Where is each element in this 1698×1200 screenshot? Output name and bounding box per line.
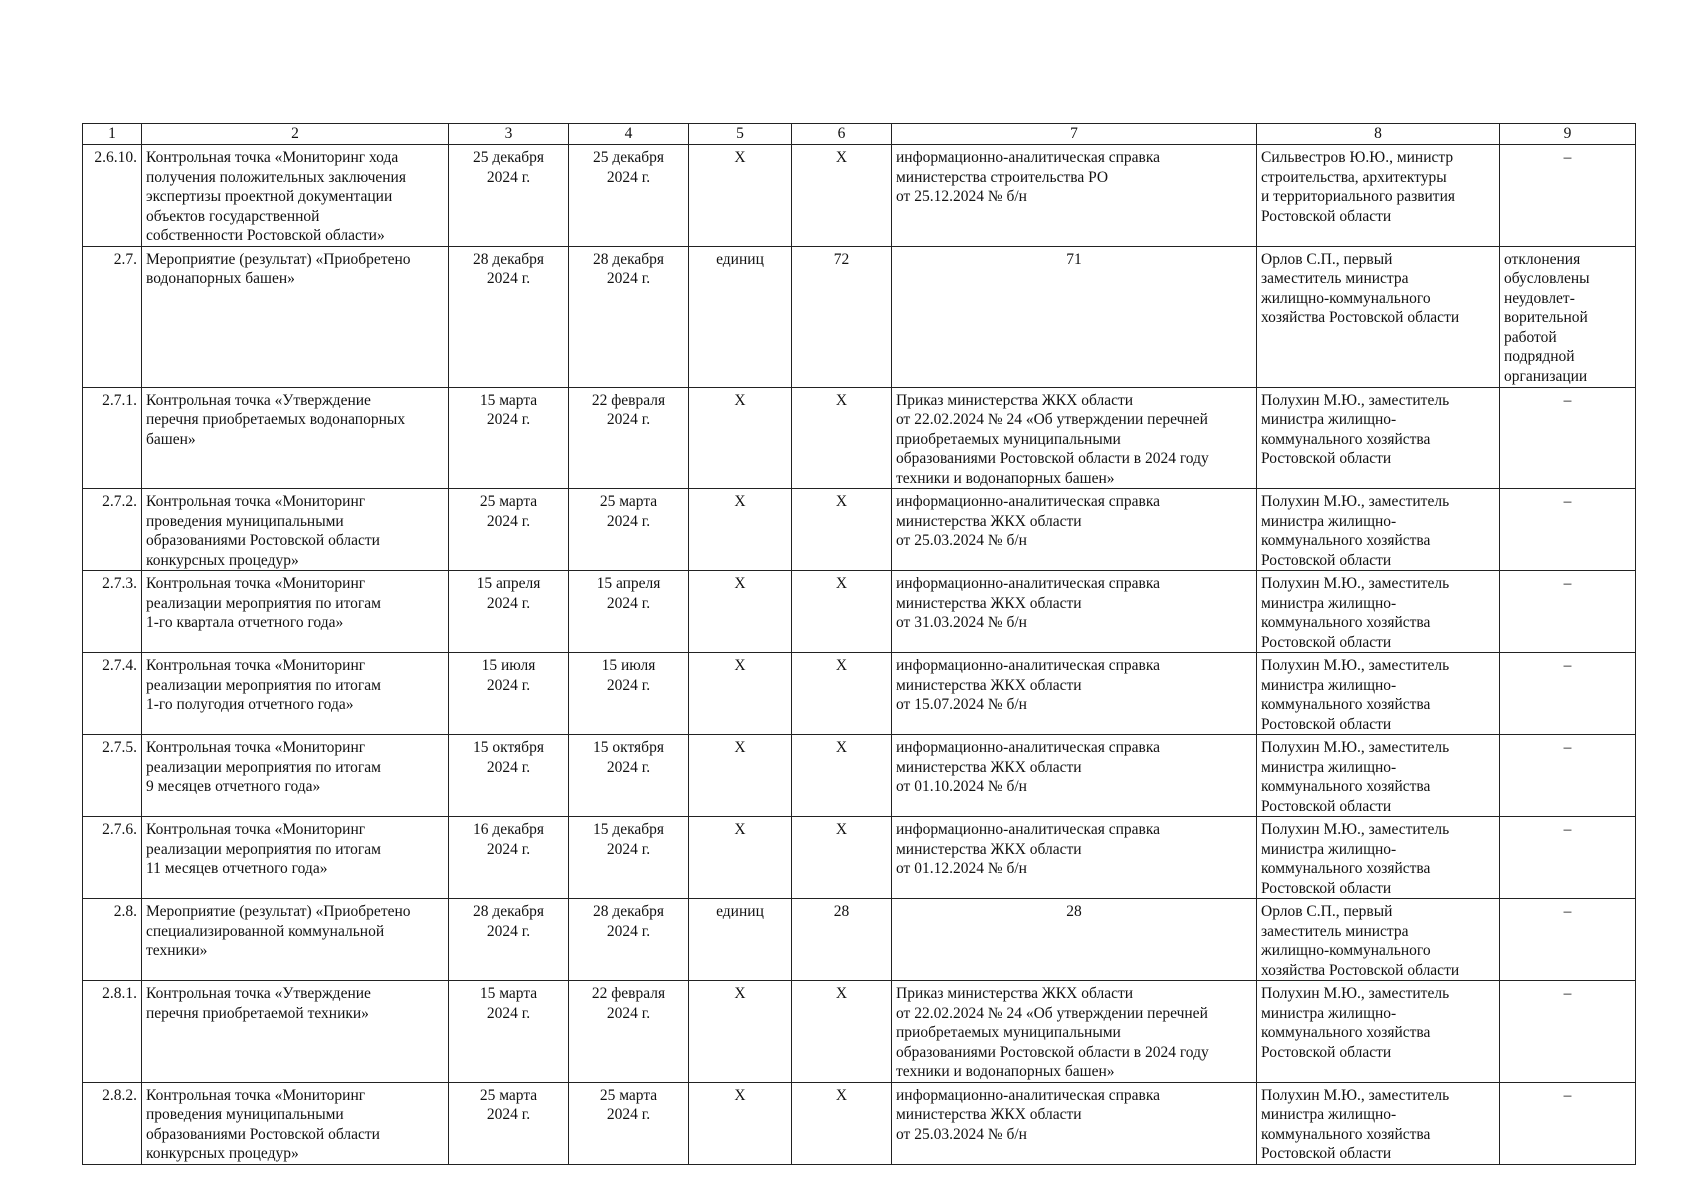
cell-note bbox=[1500, 653, 1636, 735]
cell-fact-result bbox=[892, 145, 1257, 247]
cell-event-name bbox=[142, 899, 449, 981]
cell-responsible-person bbox=[1257, 489, 1500, 571]
responsible-person-text: Орлов С.П., первый заместитель министра жилищно-коммунального хозяйства Ростовской области bbox=[1261, 903, 1460, 979]
cell-event-name bbox=[142, 653, 449, 735]
table-row bbox=[83, 387, 1636, 489]
cell-event-name bbox=[142, 1082, 449, 1164]
responsible-person-text: Сильвестров Ю.Ю., министр строительства, архитектуры и территориального развития Ростовской области bbox=[1261, 149, 1456, 225]
event-name-text: Мероприятие (результат) «Приобретено водонапорных башен» bbox=[146, 250, 411, 287]
cell-plan-value bbox=[792, 1082, 892, 1164]
cell-responsible-person bbox=[1257, 145, 1500, 247]
event-name-text: Контрольная точка «Утверждение перечня приобретаемых водонапорных башен» bbox=[146, 391, 406, 448]
cell-fact-date bbox=[569, 1082, 689, 1164]
plan-date-text: 15 апреля 2024 г. bbox=[476, 575, 541, 612]
column-header: 2 bbox=[142, 124, 449, 145]
plan-value-text: Х bbox=[835, 493, 848, 510]
cell-responsible-person bbox=[1257, 981, 1500, 1083]
fact-result-text: 28 bbox=[1066, 903, 1082, 920]
table-row bbox=[83, 735, 1636, 817]
event-name-text: Контрольная точка «Мониторинг проведения муниципальными образованиями Ростовской области конкурсных процедур» bbox=[146, 1086, 380, 1162]
report-table bbox=[82, 123, 1636, 1165]
plan-value-text: Х bbox=[835, 821, 848, 838]
cell-note bbox=[1500, 899, 1636, 981]
cell-plan-value bbox=[792, 899, 892, 981]
responsible-person-text: Полухин М.Ю., заместитель министра жилищно- коммунального хозяйства Ростовской области bbox=[1261, 739, 1450, 815]
cell-event-name bbox=[142, 489, 449, 571]
cell-fact-date bbox=[569, 145, 689, 247]
cell-plan-date bbox=[449, 489, 569, 571]
cell-unit bbox=[689, 145, 792, 247]
note-text: – bbox=[1563, 903, 1572, 920]
cell-event-name bbox=[142, 817, 449, 899]
unit-text: Х bbox=[734, 149, 746, 166]
cell-responsible-person bbox=[1257, 817, 1500, 899]
cell-row-number bbox=[83, 653, 142, 735]
cell-fact-date bbox=[569, 571, 689, 653]
cell-row-number bbox=[83, 489, 142, 571]
cell-unit bbox=[689, 571, 792, 653]
responsible-person-text: Полухин М.Ю., заместитель министра жилищно- коммунального хозяйства Ростовской области bbox=[1261, 1086, 1450, 1162]
cell-event-name bbox=[142, 145, 449, 247]
fact-result-text: информационно-аналитическая справка министерства ЖКХ области от 31.03.2024 № б/н bbox=[896, 575, 1161, 631]
responsible-person-text: Полухин М.Ю., заместитель министра жилищно- коммунального хозяйства Ростовской области bbox=[1261, 657, 1450, 733]
row-number-text: 2.7.2. bbox=[102, 493, 137, 510]
column-header: 5 bbox=[689, 124, 792, 145]
unit-text: единиц bbox=[716, 250, 764, 268]
fact-date-text: 28 декабря 2024 г. bbox=[592, 250, 665, 287]
fact-result-text: информационно-аналитическая справка министерства строительства РО от 25.12.2024 № б/н bbox=[896, 149, 1161, 205]
note-text: – bbox=[1563, 575, 1572, 592]
cell-plan-date bbox=[449, 735, 569, 817]
plan-value-text: 28 bbox=[833, 903, 850, 920]
cell-note bbox=[1500, 571, 1636, 653]
row-number-text: 2.7.6. bbox=[102, 821, 137, 838]
cell-plan-value bbox=[792, 145, 892, 247]
cell-note bbox=[1500, 981, 1636, 1083]
plan-value-text: Х bbox=[835, 739, 848, 756]
responsible-person-text: Полухин М.Ю., заместитель министра жилищно- коммунального хозяйства Ростовской области bbox=[1261, 985, 1450, 1061]
cell-plan-value bbox=[792, 387, 892, 489]
cell-note bbox=[1500, 387, 1636, 489]
cell-plan-value bbox=[792, 653, 892, 735]
plan-value-text: Х bbox=[835, 985, 848, 1002]
unit-text: Х bbox=[734, 1086, 746, 1104]
column-header: 1 bbox=[83, 124, 142, 145]
responsible-person-text: Полухин М.Ю., заместитель министра жилищно- коммунального хозяйства Ростовской области bbox=[1261, 391, 1450, 467]
cell-plan-value bbox=[792, 246, 892, 387]
plan-value-text: 72 bbox=[833, 250, 850, 268]
cell-fact-result bbox=[892, 489, 1257, 571]
plan-date-text: 15 марта 2024 г. bbox=[479, 391, 538, 428]
table-body bbox=[83, 145, 1636, 1165]
cell-fact-date bbox=[569, 981, 689, 1083]
cell-unit bbox=[689, 387, 792, 489]
cell-note bbox=[1500, 1082, 1636, 1164]
fact-date-text: 15 апреля 2024 г. bbox=[596, 575, 661, 612]
responsible-person-text: Полухин М.Ю., заместитель министра жилищно- коммунального хозяйства Ростовской области bbox=[1261, 575, 1450, 651]
plan-date-text: 15 марта 2024 г. bbox=[479, 985, 538, 1022]
note-text: – bbox=[1563, 493, 1572, 510]
fact-date-text: 15 декабря 2024 г. bbox=[592, 821, 665, 858]
cell-event-name bbox=[142, 981, 449, 1083]
table-row bbox=[83, 489, 1636, 571]
cell-unit bbox=[689, 489, 792, 571]
note-text: – bbox=[1563, 657, 1572, 674]
event-name-text: Контрольная точка «Мониторинг реализации мероприятия по итогам 1-го полугодия отчетного года» bbox=[146, 657, 381, 713]
plan-date-text: 25 декабря 2024 г. bbox=[472, 149, 545, 186]
column-header: 3 bbox=[449, 124, 569, 145]
cell-fact-date bbox=[569, 817, 689, 899]
cell-event-name bbox=[142, 246, 449, 387]
plan-value-text: Х bbox=[835, 1086, 848, 1104]
cell-plan-value bbox=[792, 571, 892, 653]
cell-plan-date bbox=[449, 145, 569, 247]
cell-responsible-person bbox=[1257, 899, 1500, 981]
plan-value-text: Х bbox=[835, 391, 848, 409]
plan-date-text: 15 июля 2024 г. bbox=[481, 657, 536, 694]
cell-event-name bbox=[142, 735, 449, 817]
table-row bbox=[83, 571, 1636, 653]
table-row bbox=[83, 817, 1636, 899]
column-header: 6 bbox=[792, 124, 892, 145]
cell-row-number bbox=[83, 145, 142, 247]
column-header: 9 bbox=[1500, 124, 1636, 145]
event-name-text: Мероприятие (результат) «Приобретено специализированной коммунальной техники» bbox=[146, 903, 411, 959]
unit-text: Х bbox=[734, 493, 746, 510]
fact-result-text: информационно-аналитическая справка министерства ЖКХ области от 25.03.2024 № б/н bbox=[896, 493, 1161, 549]
plan-date-text: 28 декабря 2024 г. bbox=[472, 250, 545, 287]
cell-row-number bbox=[83, 735, 142, 817]
plan-date-text: 16 декабря 2024 г. bbox=[472, 821, 545, 858]
cell-responsible-person bbox=[1257, 735, 1500, 817]
column-header: 7 bbox=[892, 124, 1257, 145]
cell-row-number bbox=[83, 817, 142, 899]
fact-date-text: 15 июля 2024 г. bbox=[601, 657, 656, 694]
row-number-text: 2.8. bbox=[113, 903, 137, 920]
fact-date-text: 25 марта 2024 г. bbox=[599, 1086, 658, 1123]
unit-text: Х bbox=[734, 821, 746, 838]
cell-responsible-person bbox=[1257, 387, 1500, 489]
unit-text: Х bbox=[734, 657, 746, 674]
fact-result-text: Приказ министерства ЖКХ области от 22.02.2024 № 24 «Об утверждении перечней приобретаемых муниципальными образованиями Ростовской области в 2024 году техники и водонапорных башен» bbox=[896, 391, 1209, 487]
row-number-text: 2.8.1. bbox=[102, 985, 137, 1002]
cell-plan-value bbox=[792, 981, 892, 1083]
cell-fact-date bbox=[569, 653, 689, 735]
event-name-text: Контрольная точка «Мониторинг реализации мероприятия по итогам 9 месяцев отчетного года» bbox=[146, 739, 381, 795]
responsible-person-text: Полухин М.Ю., заместитель министра жилищно- коммунального хозяйства Ростовской области bbox=[1261, 493, 1450, 569]
event-name-text: Контрольная точка «Мониторинг хода получения положительных заключения экспертизы проектной документации объектов государственной собственности Ростовской области» bbox=[146, 149, 406, 244]
table-row bbox=[83, 246, 1636, 387]
cell-fact-result bbox=[892, 817, 1257, 899]
row-number-text: 2.7.4. bbox=[102, 657, 137, 674]
fact-result-text: Приказ министерства ЖКХ области от 22.02.2024 № 24 «Об утверждении перечней приобретаемых муниципальными образованиями Ростовской области в 2024 году техники и водонапорных башен» bbox=[896, 985, 1209, 1080]
cell-fact-result bbox=[892, 1082, 1257, 1164]
fact-date-text: 25 марта 2024 г. bbox=[599, 493, 658, 530]
cell-unit bbox=[689, 653, 792, 735]
cell-row-number bbox=[83, 899, 142, 981]
cell-plan-date bbox=[449, 899, 569, 981]
note-text: – bbox=[1563, 739, 1572, 756]
cell-responsible-person bbox=[1257, 246, 1500, 387]
column-header: 8 bbox=[1257, 124, 1500, 145]
cell-row-number bbox=[83, 981, 142, 1083]
event-name-text: Контрольная точка «Утверждение перечня приобретаемой техники» bbox=[146, 985, 371, 1022]
table-row bbox=[83, 1082, 1636, 1164]
row-number-text: 2.7. bbox=[113, 250, 137, 268]
fact-date-text: 15 октября 2024 г. bbox=[593, 739, 664, 776]
cell-fact-date bbox=[569, 735, 689, 817]
cell-fact-date bbox=[569, 246, 689, 387]
cell-responsible-person bbox=[1257, 653, 1500, 735]
plan-date-text: 25 марта 2024 г. bbox=[479, 493, 538, 530]
cell-plan-date bbox=[449, 981, 569, 1083]
cell-plan-date bbox=[449, 246, 569, 387]
cell-fact-date bbox=[569, 899, 689, 981]
cell-unit bbox=[689, 1082, 792, 1164]
cell-fact-date bbox=[569, 387, 689, 489]
cell-note bbox=[1500, 145, 1636, 247]
fact-result-text: 71 bbox=[1066, 250, 1082, 268]
column-number-row bbox=[83, 124, 1636, 145]
responsible-person-text: Орлов С.П., первый заместитель министра жилищно-коммунального хозяйства Ростовской области bbox=[1261, 250, 1460, 326]
cell-unit bbox=[689, 817, 792, 899]
cell-row-number bbox=[83, 1082, 142, 1164]
fact-result-text: информационно-аналитическая справка министерства ЖКХ области от 25.03.2024 № б/н bbox=[896, 1086, 1161, 1143]
row-number-text: 2.8.2. bbox=[102, 1086, 137, 1104]
fact-date-text: 25 декабря 2024 г. bbox=[592, 149, 665, 186]
table-row bbox=[83, 653, 1636, 735]
note-text: – bbox=[1563, 391, 1572, 409]
cell-fact-result bbox=[892, 387, 1257, 489]
cell-fact-date bbox=[569, 489, 689, 571]
row-number-text: 2.7.5. bbox=[102, 739, 137, 756]
table-row bbox=[83, 899, 1636, 981]
event-name-text: Контрольная точка «Мониторинг реализации мероприятия по итогам 11 месяцев отчетного года» bbox=[146, 821, 381, 877]
cell-note bbox=[1500, 735, 1636, 817]
fact-date-text: 22 февраля 2024 г. bbox=[591, 391, 666, 428]
cell-fact-result bbox=[892, 735, 1257, 817]
cell-fact-result bbox=[892, 246, 1257, 387]
table-row bbox=[83, 981, 1636, 1083]
cell-unit bbox=[689, 899, 792, 981]
unit-text: Х bbox=[734, 739, 746, 756]
unit-text: Х bbox=[734, 391, 746, 409]
cell-row-number bbox=[83, 387, 142, 489]
fact-date-text: 22 февраля 2024 г. bbox=[591, 985, 666, 1022]
note-text: – bbox=[1563, 821, 1572, 838]
cell-fact-result bbox=[892, 571, 1257, 653]
cell-responsible-person bbox=[1257, 1082, 1500, 1164]
plan-date-text: 28 декабря 2024 г. bbox=[472, 903, 545, 940]
plan-value-text: Х bbox=[835, 149, 848, 166]
plan-value-text: Х bbox=[835, 575, 848, 592]
fact-date-text: 28 декабря 2024 г. bbox=[592, 903, 665, 940]
row-number-text: 2.7.3. bbox=[102, 575, 137, 592]
cell-plan-date bbox=[449, 1082, 569, 1164]
cell-plan-date bbox=[449, 653, 569, 735]
plan-value-text: Х bbox=[835, 657, 848, 674]
cell-plan-value bbox=[792, 489, 892, 571]
plan-date-text: 15 октября 2024 г. bbox=[473, 739, 544, 776]
cell-note bbox=[1500, 246, 1636, 387]
cell-fact-result bbox=[892, 899, 1257, 981]
row-number-text: 2.6.10. bbox=[94, 149, 137, 166]
table-row bbox=[83, 145, 1636, 247]
column-header: 4 bbox=[569, 124, 689, 145]
cell-note bbox=[1500, 489, 1636, 571]
cell-unit bbox=[689, 246, 792, 387]
cell-row-number bbox=[83, 246, 142, 387]
note-text: – bbox=[1563, 985, 1572, 1002]
cell-plan-date bbox=[449, 571, 569, 653]
plan-date-text: 25 марта 2024 г. bbox=[479, 1086, 538, 1123]
unit-text: Х bbox=[734, 985, 746, 1002]
cell-unit bbox=[689, 981, 792, 1083]
cell-plan-date bbox=[449, 817, 569, 899]
cell-row-number bbox=[83, 571, 142, 653]
cell-plan-date bbox=[449, 387, 569, 489]
cell-fact-result bbox=[892, 981, 1257, 1083]
cell-event-name bbox=[142, 571, 449, 653]
note-text: отклонения обусловлены неудовлет- ворительной работой подрядной организации bbox=[1504, 250, 1590, 385]
note-text: – bbox=[1563, 149, 1572, 166]
cell-note bbox=[1500, 817, 1636, 899]
responsible-person-text: Полухин М.Ю., заместитель министра жилищно- коммунального хозяйства Ростовской области bbox=[1261, 821, 1450, 897]
cell-plan-value bbox=[792, 817, 892, 899]
note-text: – bbox=[1563, 1086, 1572, 1104]
fact-result-text: информационно-аналитическая справка министерства ЖКХ области от 01.10.2024 № б/н bbox=[896, 739, 1161, 795]
unit-text: единиц bbox=[716, 903, 764, 920]
unit-text: Х bbox=[734, 575, 746, 592]
cell-plan-value bbox=[792, 735, 892, 817]
event-name-text: Контрольная точка «Мониторинг реализации мероприятия по итогам 1-го квартала отчетного года» bbox=[146, 575, 381, 631]
row-number-text: 2.7.1. bbox=[102, 391, 137, 409]
cell-responsible-person bbox=[1257, 571, 1500, 653]
fact-result-text: информационно-аналитическая справка министерства ЖКХ области от 01.12.2024 № б/н bbox=[896, 821, 1161, 877]
cell-event-name bbox=[142, 387, 449, 489]
event-name-text: Контрольная точка «Мониторинг проведения муниципальными образованиями Ростовской области конкурсных процедур» bbox=[146, 493, 380, 569]
cell-fact-result bbox=[892, 653, 1257, 735]
cell-unit bbox=[689, 735, 792, 817]
fact-result-text: информационно-аналитическая справка министерства ЖКХ области от 15.07.2024 № б/н bbox=[896, 657, 1161, 713]
